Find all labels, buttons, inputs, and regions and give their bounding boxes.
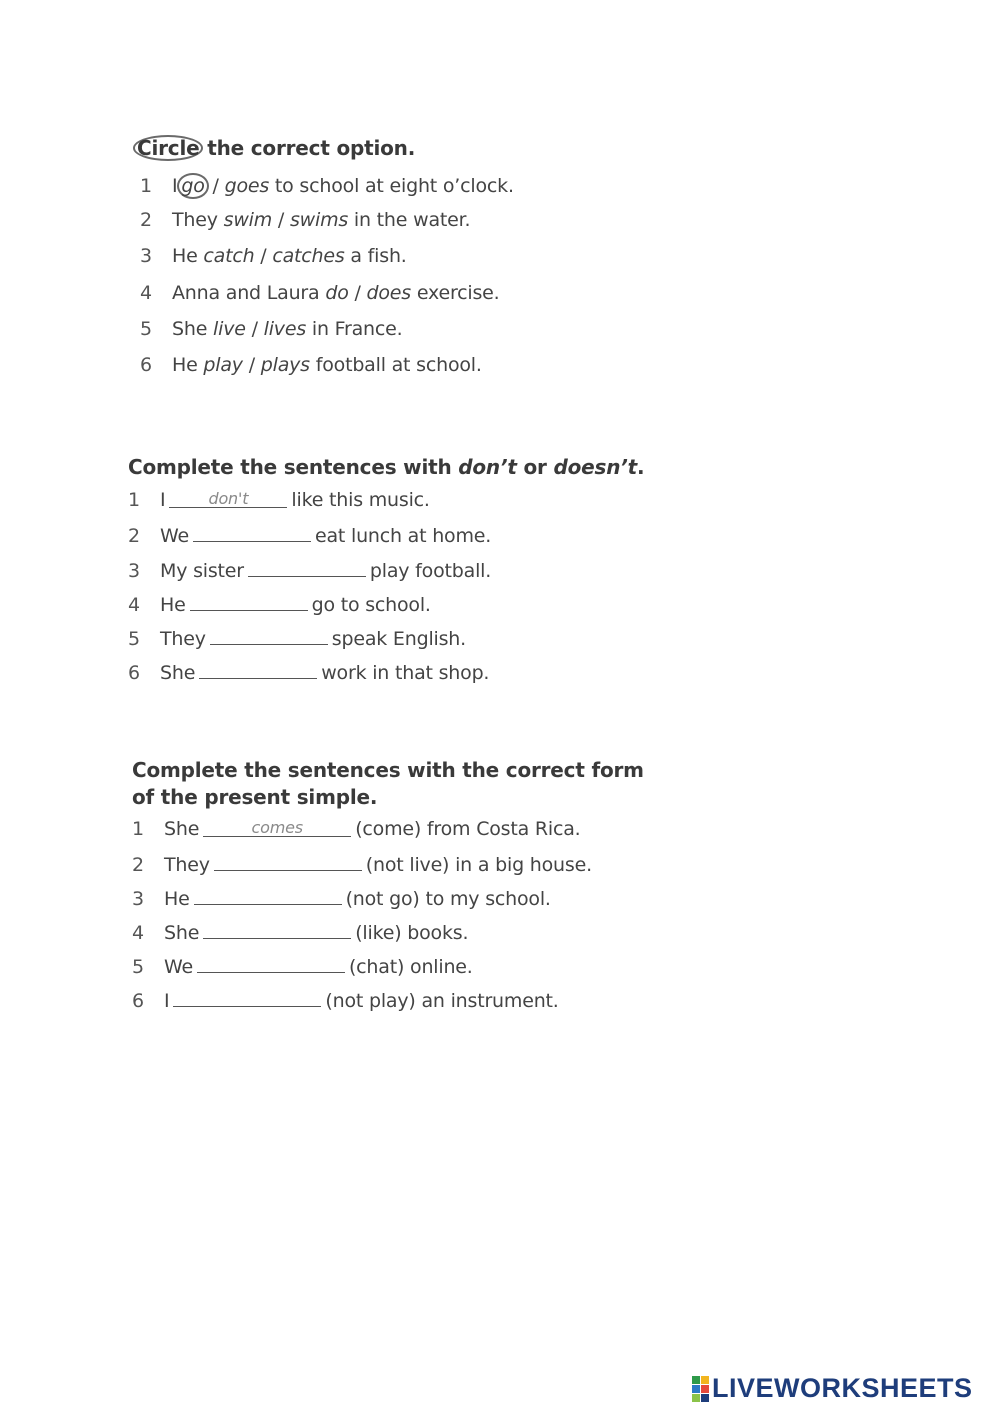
item-number: 1 (128, 489, 140, 511)
subject: I (164, 990, 170, 1012)
option-1[interactable]: catch (203, 245, 255, 267)
answer-blank[interactable] (203, 920, 351, 939)
sentence-end: speak English. (331, 628, 466, 650)
item-number: 3 (140, 245, 152, 267)
sentence-start: I (172, 175, 178, 197)
item-number: 6 (128, 662, 140, 684)
answer-blank[interactable] (214, 852, 362, 871)
sentence-start: She (172, 318, 214, 340)
answer-text: don't (208, 489, 249, 508)
item-number: 4 (140, 282, 152, 304)
subject: I (160, 489, 166, 511)
exercise1-item (140, 173, 514, 199)
item-number: 3 (132, 888, 144, 910)
sentence-end: like this music. (291, 489, 430, 511)
option-1[interactable]: swim (223, 209, 273, 231)
option-separator: / (348, 282, 367, 304)
item-number: 3 (128, 560, 140, 582)
sentence-end: in the water. (348, 209, 471, 231)
answer-blank[interactable] (248, 558, 366, 577)
item-number: 2 (128, 525, 140, 547)
option-2[interactable]: swims (289, 209, 349, 231)
logo-square (692, 1385, 700, 1393)
answer-blank[interactable] (197, 954, 345, 973)
answer-blank[interactable] (190, 592, 308, 611)
item-number: 5 (140, 318, 152, 340)
item-number: 5 (132, 956, 144, 978)
exercise2-item (128, 523, 491, 547)
subject: She (164, 922, 200, 944)
subject: They (164, 854, 210, 876)
sentence-end: in France. (306, 318, 403, 340)
exercise1-title-rest: the correct option. (207, 136, 416, 160)
item-number: 6 (140, 354, 152, 376)
subject: He (164, 888, 190, 910)
sentence-end: eat lunch at home. (314, 525, 492, 547)
exercise2-item (128, 558, 491, 582)
item-number: 2 (140, 209, 152, 231)
logo-square (701, 1376, 709, 1384)
exercise3-title-line1: Complete the sentences with the correct form (132, 758, 644, 782)
item-number: 4 (128, 594, 140, 616)
sentence-end: play football. (369, 560, 492, 582)
exercise1-title (136, 135, 415, 161)
sentence-end: (come) from Costa Rica. (355, 818, 581, 840)
option-2[interactable]: catches (272, 245, 345, 267)
sentence-end: (chat) online. (348, 956, 473, 978)
exercise3-item (132, 852, 592, 876)
item-number: 6 (132, 990, 144, 1012)
option-separator: / (254, 245, 273, 267)
option-separator: / (242, 354, 261, 376)
sentence-end: go to school. (311, 594, 431, 616)
option-2[interactable]: plays (260, 354, 310, 376)
option-2[interactable]: does (366, 282, 411, 304)
exercise2-title: Complete the sentences with don’t or doesn’t. (128, 455, 645, 479)
sentence-start: They (172, 209, 224, 231)
item-number: 1 (132, 818, 144, 840)
subject: She (160, 662, 196, 684)
answer-blank[interactable] (210, 626, 328, 645)
option-separator: / (206, 175, 225, 197)
subject: My sister (160, 560, 244, 582)
answer-blank[interactable] (199, 660, 317, 679)
exercise3-item (132, 988, 559, 1012)
exercise1-item (140, 282, 500, 304)
option-2[interactable]: goes (224, 175, 270, 197)
exercise3-item (132, 818, 581, 840)
subject: She (164, 818, 200, 840)
item-number: 1 (140, 175, 152, 197)
option-2[interactable]: lives (263, 318, 307, 340)
item-number: 2 (132, 854, 144, 876)
logo-text: LIVEWORKSHEETS (712, 1373, 973, 1403)
answer-blank[interactable] (169, 489, 287, 508)
item-number: 4 (132, 922, 144, 944)
exercise3-item (132, 886, 551, 910)
exercise3-item (132, 954, 473, 978)
answer-blank[interactable] (173, 988, 321, 1007)
sentence-end: football at school. (309, 354, 482, 376)
sentence-start: He (172, 245, 204, 267)
circled-word: Circle (133, 135, 203, 161)
exercise2-item (128, 626, 466, 650)
subject: We (160, 525, 189, 547)
answer-blank[interactable] (193, 523, 311, 542)
answer-text: comes (251, 818, 303, 837)
answer-blank[interactable] (203, 818, 351, 837)
subject: They (160, 628, 206, 650)
sentence-start: He (172, 354, 204, 376)
logo-mark-icon (692, 1376, 709, 1402)
subject: He (160, 594, 186, 616)
sentence-start: Anna and Laura (172, 282, 326, 304)
option-1[interactable]: go (177, 173, 208, 199)
sentence-end: to school at eight o’clock. (269, 175, 514, 197)
option-1[interactable]: do (325, 282, 349, 304)
exercise1-item (140, 318, 402, 340)
sentence-end: (not live) in a big house. (365, 854, 592, 876)
sentence-end: work in that shop. (321, 662, 490, 684)
option-1[interactable]: live (213, 318, 246, 340)
sentence-end: (not go) to my school. (345, 888, 551, 910)
logo-square (692, 1394, 700, 1402)
exercise2-item (128, 489, 430, 511)
sentence-end: (like) books. (355, 922, 469, 944)
option-separator: / (272, 209, 290, 231)
logo-square (692, 1376, 700, 1384)
exercise3-title-line2: of the present simple. (132, 785, 378, 809)
exercise2-item (128, 660, 489, 684)
option-1[interactable]: play (203, 354, 243, 376)
exercise1-item (140, 209, 470, 231)
logo-square (701, 1385, 709, 1393)
sentence-end: exercise. (411, 282, 500, 304)
exercise1-item (140, 245, 407, 267)
sentence-end: (not play) an instrument. (325, 990, 559, 1012)
liveworksheets-logo[interactable] (692, 1373, 973, 1404)
sentence-end: a fish. (344, 245, 407, 267)
subject: We (164, 956, 193, 978)
exercise2-item (128, 592, 431, 616)
option-separator: / (245, 318, 264, 340)
logo-square (701, 1394, 709, 1402)
exercise1-item (140, 354, 482, 376)
item-number: 5 (128, 628, 140, 650)
answer-blank[interactable] (194, 886, 342, 905)
exercise3-item (132, 920, 468, 944)
